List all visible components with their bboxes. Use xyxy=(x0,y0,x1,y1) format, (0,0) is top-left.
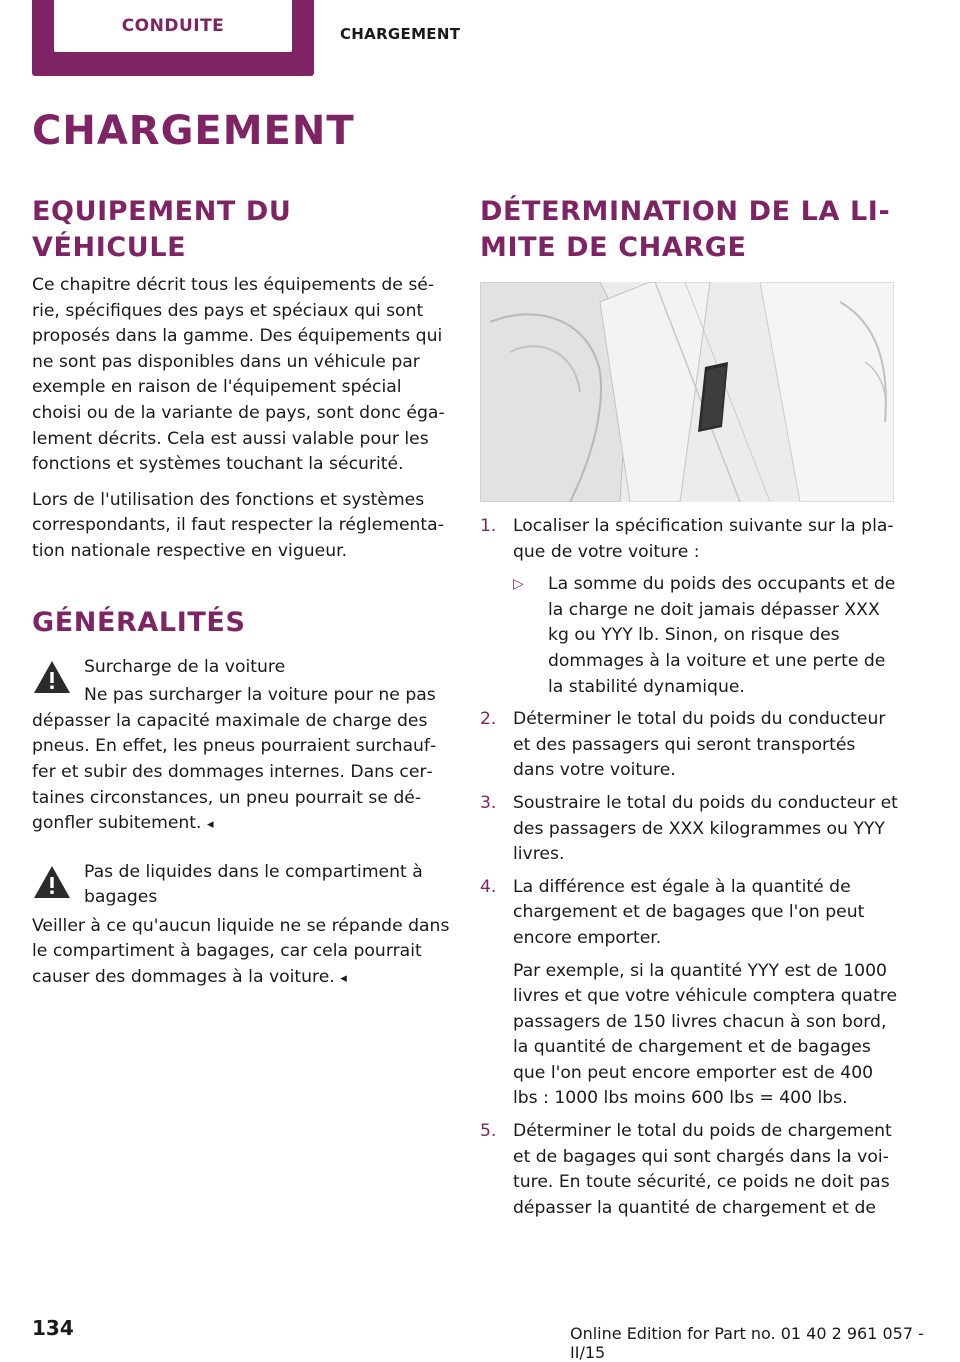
step-text: Localiser la spécification suivante sur la plaque de votre voiture : xyxy=(513,516,894,562)
step-number: 4. xyxy=(480,876,497,897)
chapter-tab[interactable] xyxy=(32,0,314,76)
warning-liquides xyxy=(32,860,450,992)
section-tab-label[interactable]: CHARGEMENT xyxy=(340,25,461,43)
heading-equipement: EQUIPEMENT DU VÉHICULE xyxy=(32,196,292,263)
chapter-tab-label: CONDUITE xyxy=(121,16,225,36)
list-item xyxy=(480,707,900,784)
step-text: Déterminer le total du poids du conducteur et des passagers qui seront transportés dans votre voiture. xyxy=(513,709,886,781)
warning-triangle-icon xyxy=(32,659,72,695)
step-number: 2. xyxy=(480,709,497,730)
chapter-tab-inner xyxy=(54,0,292,52)
list-item xyxy=(480,514,900,700)
right-column xyxy=(480,194,900,1228)
step-text: La différence est égale à la quantité de chargement et de bagages que l'on peut encore emporter. xyxy=(513,876,865,948)
end-mark: ◂ xyxy=(206,817,214,833)
warning-surcharge-body-first: Ne pas surcharger la voiture pour ne pas xyxy=(84,685,436,706)
page-title: CHARGEMENT xyxy=(32,108,355,154)
triangle-bullet-icon: ▷ xyxy=(513,576,524,593)
step-number: 3. xyxy=(480,792,497,813)
warning-liquides-title: Pas de liquides dans le compartiment à bagages xyxy=(84,861,423,908)
end-mark: ◂ xyxy=(340,971,347,987)
warning-surcharge xyxy=(32,655,450,838)
page-number: 134 xyxy=(32,1316,74,1340)
step-text: Soustraire le total du poids du conducteur et des passagers de XXX kilogrammes ou YYY livres. xyxy=(513,792,898,865)
step-text: Déterminer le total du poids de chargement et de bagages qui sont chargés dans la voiture. En toute sécurité, ce poids ne doit pas dépasser la quantité de chargement et de xyxy=(513,1121,892,1218)
step-number: 1. xyxy=(480,516,497,536)
list-item xyxy=(480,1119,900,1221)
heading-determination: DÉTERMINATION DE LA LIMITE DE CHARGE xyxy=(480,196,890,263)
warning-surcharge-body-text: dépasser la capacité maximale de charge des pneus. En effet, les pneus pourraient surchauffer et subir des dommages internes. Dans certaines circonstances, un pneu pourrait se dégonfler subitement. xyxy=(32,710,437,834)
door-sill-label-illustration xyxy=(480,282,894,502)
left-column xyxy=(32,194,450,992)
paragraph-equipement-1: Ce chapitre décrit tous les équipements de série, spécifiques des pays et spéciaux qui sont proposés dans la gamme. Des équipements qui ne sont pas disponibles dans un véhicule par exemple en raison de l'équipement spécial choisi ou de la variante de pays, sont donc également décrits. Cela est aussi valable pour les fonctions et systèmes touchant la sécurité. xyxy=(32,275,445,475)
warning-triangle-icon xyxy=(32,864,72,900)
paragraph-equipement-2: Lors de l'utilisation des fonctions et systèmes correspondants, il faut respecter la réglementation nationale respective en vigueur. xyxy=(32,489,444,561)
step-number: 5. xyxy=(480,1121,497,1142)
door-sill-illustration xyxy=(480,282,894,502)
footer-edition: Online Edition for Part no. 01 40 2 961 057 - II/15 xyxy=(570,1324,924,1362)
step-example: Par exemple, si la quantité YYY est de 1000 livres et que votre véhicule comptera quatre passagers de 150 livres chacun à son bord, la quantité de chargement et de bagages que l'on peut encore emporter est de 400 lbs : 1000 lbs moins 600 lbs = 400 lbs. xyxy=(513,960,898,1109)
sub-item xyxy=(513,572,900,700)
list-item xyxy=(480,875,900,1112)
warning-liquides-body-text: Veiller à ce qu'aucun liquide ne se répande dans le compartiment à bagages, car cela pourrait causer des dommages à la voiture. xyxy=(32,915,450,988)
list-item xyxy=(480,791,900,868)
warning-surcharge-body xyxy=(32,709,450,838)
warning-surcharge-title: Surcharge de la voiture xyxy=(84,656,286,677)
heading-generalites: GÉNÉRALITÉS xyxy=(32,606,246,638)
warning-liquides-body xyxy=(32,914,450,992)
sub-item-text: La somme du poids des occupants et de la charge ne doit jamais dépasser XXX kg ou YYY lb. Sinon, on risque des dommages à la voiture et une perte de la stabilité dynamique. xyxy=(548,574,896,697)
steps-list xyxy=(480,514,900,1221)
